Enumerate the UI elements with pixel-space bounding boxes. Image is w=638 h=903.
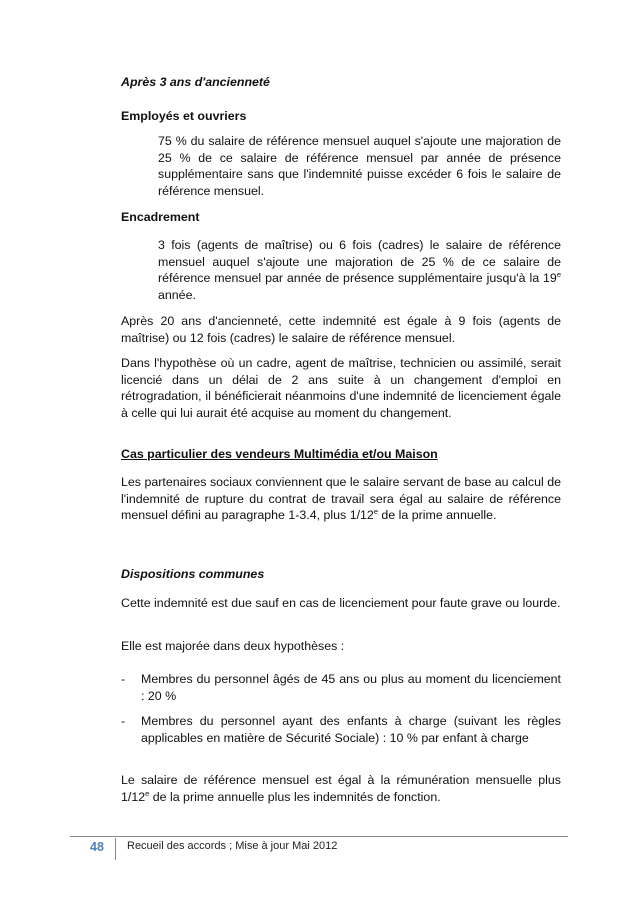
heading-dispositions-communes: Dispositions communes [121,567,265,581]
vendeurs-text-a: Les partenaires sociaux conviennent que le salaire servant de base au calcul de l'indemnité de rupture du contrat de travail sera égal au salaire de référence mensuel défini au paragraphe 1-3.4, plus 1/12 [121,475,561,523]
heading-apres-3-ans: Après 3 ans d'ancienneté [121,75,270,89]
paragraph-salaire-reference [121,772,561,805]
encadrement-superscript: e [556,270,561,280]
vendeurs-text-b: de la prime annuelle. [377,508,497,523]
paragraph-vendeurs [121,474,561,524]
paragraph-majoree: Elle est majorée dans deux hypothèses : [121,639,345,653]
paragraph-apres-20-ans: Après 20 ans d'ancienneté, cette indemnité est égale à 9 fois (agents de maîtrise) ou 12 fois (cadres) le salaire de référence mensuel. [121,314,561,345]
salaire-text-b: de la prime annuelle plus les indemnités de fonction. [149,789,441,804]
footer-text: Recueil des accords ; Mise à jour Mai 2012 [127,840,338,852]
vendeurs-superscript: e [373,507,378,517]
footer-separator [115,838,116,860]
heading-vendeurs: Cas particulier des vendeurs Multimédia et/ou Maison [121,447,438,461]
list-item-enfants: Membres du personnel ayant des enfants à charge (suivant les règles applicables en matière de Sécurité Sociale) : 10 % par enfant à charge [141,714,561,745]
paragraph-hypothese: Dans l'hypothèse où un cadre, agent de maîtrise, technicien ou assimilé, serait licencié dans un délai de 2 ans suite à un changement d'emploi en rétrogradation, il bénéficierait néanmoins d'une indemnité de licenciement égale à celle qui lui aurait été acquise au moment du changement. [121,356,561,420]
bullet-marker-1: - [121,672,126,686]
heading-encadrement: Encadrement [121,210,200,224]
paragraph-encadrement [158,237,561,303]
salaire-superscript: e [145,788,150,798]
page-number: 48 [90,840,104,854]
paragraph-dispositions: Cette indemnité est due sauf en cas de licenciement pour faute grave ou lourde. [121,596,561,610]
bullet-marker-2: - [121,714,126,728]
paragraph-employes: 75 % du salaire de référence mensuel auquel s'ajoute une majoration de 25 % de ce salaire de référence mensuel par année de présence supplémentaire sans que l'indemnité puisse excéder 6 fois le salaire de référence mensuel. [158,134,561,198]
encadrement-text-a: 3 fois (agents de maîtrise) ou 6 fois (cadres) le salaire de référence mensuel auquel s'ajoute une majoration de 25 % de ce salaire de référence mensuel par année de présence supplémentaire jusqu'à la 19 [158,238,561,286]
heading-employes-ouvriers: Employés et ouvriers [121,109,247,123]
salaire-text-a: Le salaire de référence mensuel est égal à la rémunération mensuelle plus 1/12 [121,773,561,804]
footer-divider [70,836,568,837]
encadrement-text-b: année. [158,287,196,302]
list-item-age: Membres du personnel âgés de 45 ans ou plus au moment du licenciement : 20 % [141,672,561,703]
